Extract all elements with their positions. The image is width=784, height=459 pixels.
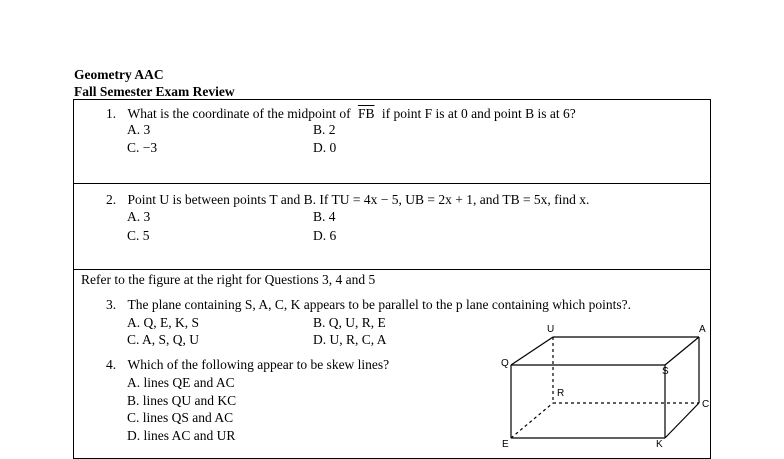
answer-choice: C. −3 — [127, 140, 158, 155]
question-text: Point U is between points T and B. If TU = 4x − 5, UB = 2x + 1, and TB = 5x, find x. — [127, 192, 590, 207]
edge-QU — [511, 337, 553, 365]
answer-choice: A. 3 — [127, 122, 151, 137]
vertex-label-Q: Q — [501, 358, 509, 369]
question-2-text — [106, 192, 589, 208]
vertex-label-S: S — [662, 366, 669, 377]
answer-choice: D. 6 — [313, 228, 337, 243]
question-text: The plane containing S, A, C, K appears to be parallel to the p lane containing which points?. — [127, 297, 631, 312]
segment-label: $\overline{FB}$ — [357, 106, 375, 121]
question-text: What is the coordinate of the midpoint of — [127, 106, 351, 121]
answer-choice: C. lines QS and AC — [127, 410, 234, 425]
vertex-label-E: E — [502, 439, 509, 450]
answer-choice: D. 0 — [313, 140, 337, 155]
answer-choice: C. A, S, Q, U — [127, 332, 200, 347]
answer-choice: D. U, R, C, A — [313, 332, 387, 347]
answer-choice: A. lines QE and AC — [127, 375, 235, 390]
vertex-label-U: U — [547, 324, 555, 335]
question-text: Which of the following appear to be skew lines? — [127, 357, 390, 372]
answer-choice: B. 4 — [313, 209, 336, 224]
question-text: if point F is at 0 and point B is at 6? — [381, 106, 576, 121]
vertex-label-C: C — [702, 399, 710, 410]
edge-KC — [665, 403, 699, 438]
answer-choice: B. Q, U, R, E — [313, 315, 386, 330]
page-subtitle: Fall Semester Exam Review — [74, 84, 235, 99]
edge-SA — [665, 337, 699, 365]
vertex-label-R: R — [557, 388, 565, 399]
page-title: Geometry AAC — [74, 67, 164, 82]
answer-choice: B. lines QU and KC — [127, 393, 237, 408]
question-divider — [74, 183, 710, 184]
answer-choice: A. 3 — [127, 209, 151, 224]
prism-figure — [490, 316, 720, 450]
question-3-text — [106, 297, 631, 313]
question-number: 4. — [106, 357, 117, 372]
question-4-text — [106, 357, 389, 373]
answer-choice: C. 5 — [127, 228, 150, 243]
answer-choice: A. Q, E, K, S — [127, 315, 200, 330]
question-divider — [74, 269, 710, 270]
group-instruction: Refer to the figure at the right for Questions 3, 4 and 5 — [81, 272, 376, 287]
answer-choice: D. lines AC and UR — [127, 428, 236, 443]
edge-ER-hidden — [511, 403, 553, 438]
answer-choice: B. 2 — [313, 122, 336, 137]
question-1-text — [106, 106, 576, 122]
vertex-label-A: A — [699, 324, 706, 335]
vertex-label-K: K — [656, 439, 663, 450]
question-number: 3. — [106, 297, 117, 312]
question-number: 1. — [106, 106, 117, 121]
question-number: 2. — [106, 192, 117, 207]
